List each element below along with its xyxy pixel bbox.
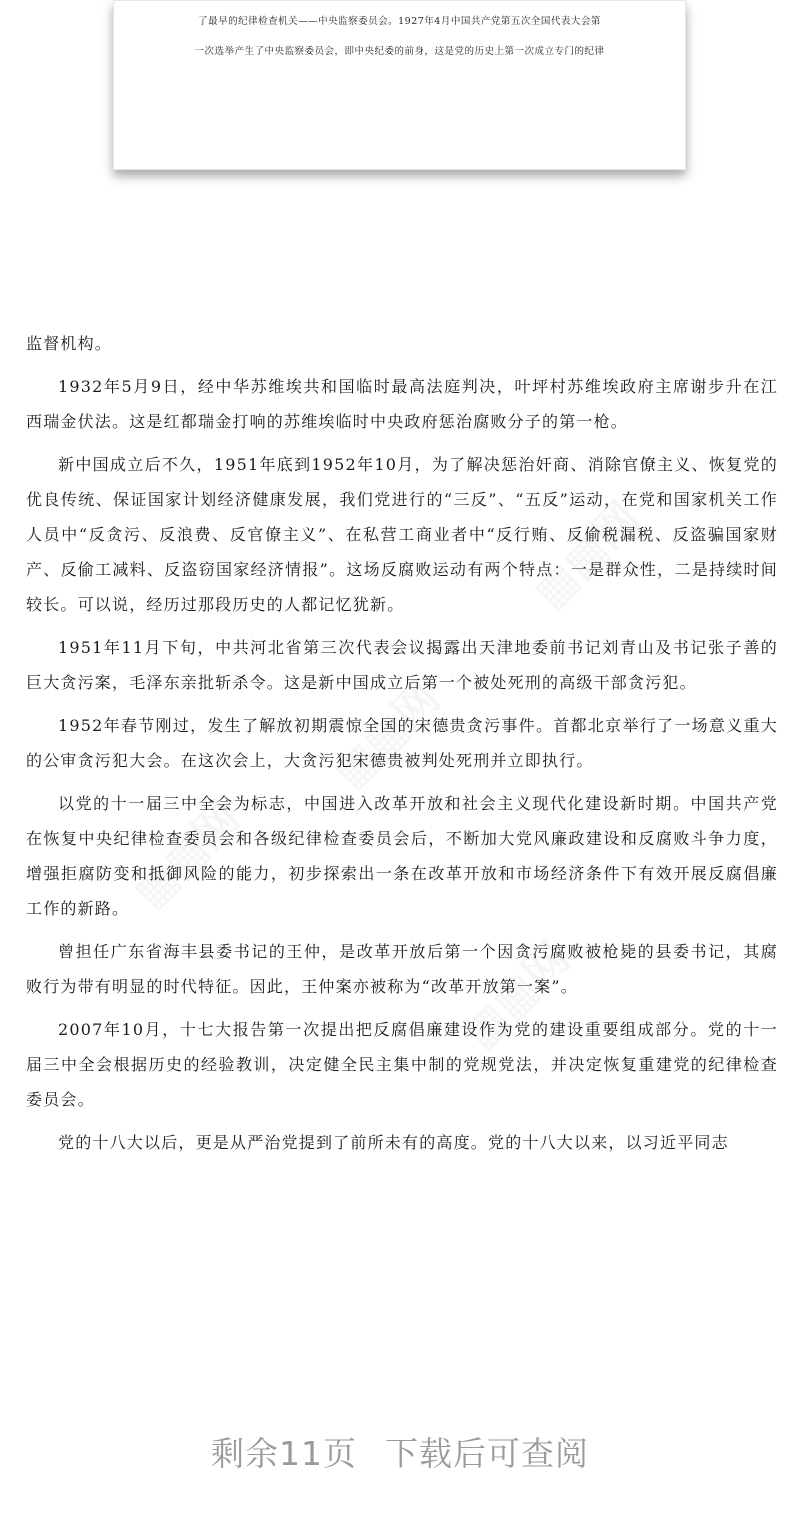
paragraph: 新中国成立后不久，1951年底到1952年10月，为了解决惩治奸商、消除官僚主义、恢复党的优良传统、保证国家计划经济健康发展，我们党进行的“三反”、“五反”运动，在党和国家机关工作人员中“反贪污、反浪费、反官僚主义”、在私营工商业者中“反行贿、反偷税漏税、反盗骗国家财产、反偷工减料、反盗窃国家经济情报”。这场反腐败运动有两个特点：一是群众性，二是持续时间较长。可以说，经历过那段历史的人都记忆犹新。	[26, 455, 778, 614]
paragraph: 1951年11月下旬，中共河北省第三次代表会议揭露出天津地委前书记刘青山及书记张子善的巨大贪污案，毛泽东亲批斩杀令。这是新中国成立后第一个被处死刑的高级干部贪污犯。	[26, 638, 778, 692]
preview-text-line: 一次选举产生了中央监察委员会，即中央纪委的前身，这是党的历史上第一次成立专门的纪律	[194, 46, 605, 57]
previous-page-preview	[113, 0, 686, 170]
paragraph: 曾担任广东省海丰县委书记的王仲，是改革开放后第一个因贪污腐败被枪毙的县委书记，其腐败行为带有明显的时代特征。因此，王仲案亦被称为“改革开放第一案”。	[26, 942, 778, 996]
paragraph: 以党的十一届三中全会为标志，中国进入改革开放和社会主义现代化建设新时期。中国共产党在恢复中央纪律检查委员会和各级纪律检查委员会后，不断加大党风廉政建设和反腐败斗争力度，增强拒腐防变和抵御风险的能力，初步探索出一条在改革开放和市场经济条件下有效开展反腐倡廉工作的新路。	[26, 794, 778, 918]
document-body	[26, 326, 778, 1160]
paragraph: 2007年10月，十七大报告第一次提出把反腐倡廉建设作为党的建设重要组成部分。党的十一届三中全会根据历史的经验教训，决定健全民主集中制的党规党法，并决定恢复重建党的纪律检查委员会。	[26, 1020, 778, 1109]
paragraph: 党的十八大以后，更是从严治党提到了前所未有的高度。党的十八大以来，以习近平同志	[58, 1133, 729, 1152]
download-to-read-more-link[interactable]	[0, 1428, 800, 1475]
remaining-pages-label: 剩余11页	[211, 1434, 357, 1473]
paragraph: 1932年5月9日，经中华苏维埃共和国临时最高法庭判决，叶坪村苏维埃政府主席谢步升在江西瑞金伏法。这是红都瑞金打响的苏维埃临时中央政府惩治腐败分子的第一枪。	[26, 377, 778, 431]
preview-text-line: 了最早的纪律检查机关——中央监察委员会。1927年4月中国共产党第五次全国代表大会第	[198, 16, 601, 27]
paragraph: 监督机构。	[26, 334, 113, 353]
download-hint-label: 下载后可查阅	[385, 1434, 589, 1473]
paragraph: 1952年春节刚过，发生了解放初期震惊全国的宋德贵贪污事件。首都北京举行了一场意义重大的公审贪污犯大会。在这次会上，大贪污犯宋德贵被判处死刑并立即执行。	[26, 716, 778, 770]
